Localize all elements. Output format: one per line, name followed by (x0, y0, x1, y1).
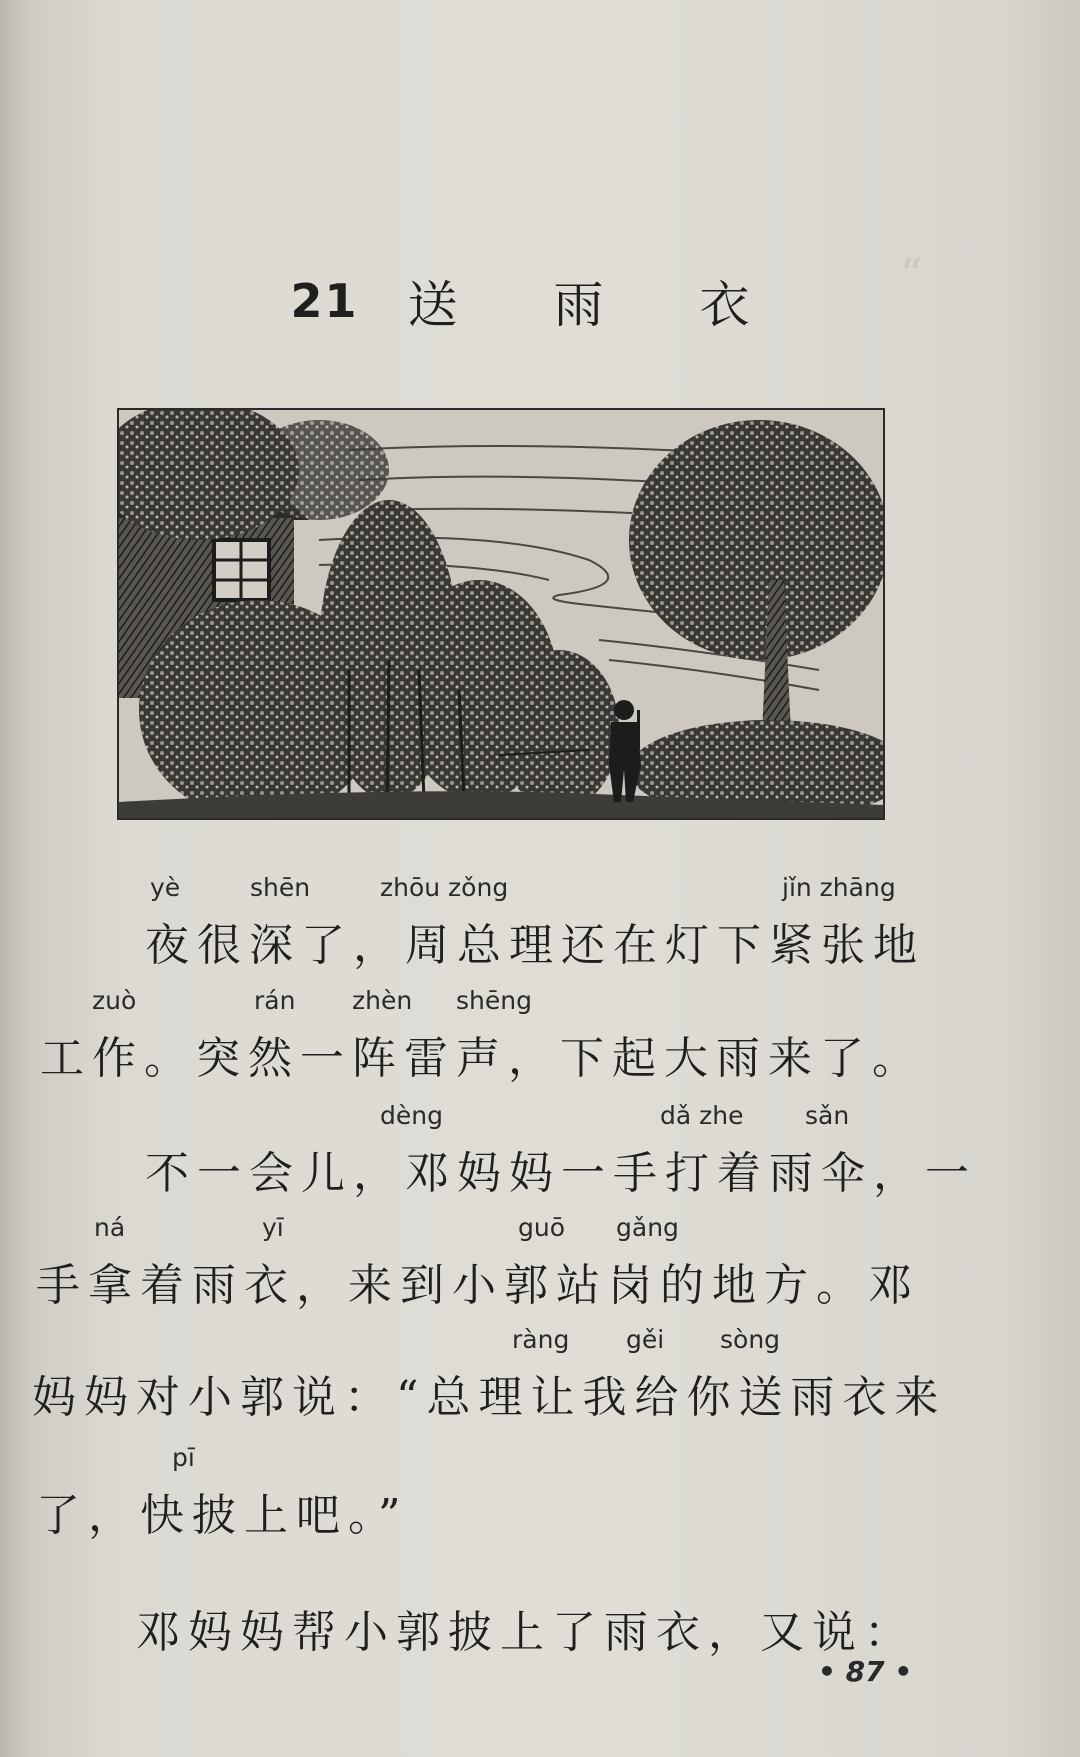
body-text: 手拿着雨衣，来到小郭站岗的地方。邓 (36, 1260, 920, 1311)
woodcut-illustration (117, 408, 885, 820)
pinyin-annotation: pī (172, 1443, 195, 1472)
body-text: 邓妈妈帮小郭披上了雨衣，又说： (136, 1607, 916, 1658)
text-line-2 (0, 986, 1080, 1096)
text-line-7 (0, 1560, 1080, 1670)
pinyin-annotation: ná (94, 1213, 126, 1242)
pinyin-annotation: zuò (92, 986, 137, 1015)
body-text: 妈妈对小郭说：“总理让我给你送雨衣来 (32, 1372, 947, 1423)
pinyin-annotation: zhōu zǒng (380, 873, 509, 902)
pinyin-annotation: dèng (380, 1101, 443, 1130)
pinyin-annotation: sǎn (805, 1101, 850, 1130)
pinyin-annotation: yè (150, 873, 181, 902)
bleed-through-text: “ (900, 250, 923, 301)
lesson-title: 送 雨 衣 (407, 276, 790, 334)
pinyin-annotation: shēng (456, 986, 532, 1015)
body-text: 工作。突然一阵雷声，下起大雨来了。 (40, 1033, 924, 1084)
pinyin-annotation: jǐn zhāng (782, 873, 896, 902)
lesson-heading (0, 265, 1080, 337)
pinyin-annotation: rán (254, 986, 296, 1015)
body-text: 了，快披上吧。” (36, 1490, 409, 1541)
pinyin-annotation: gěi (626, 1325, 665, 1354)
pinyin-annotation: yī (262, 1213, 284, 1242)
page-number: • 87 • (818, 1655, 913, 1688)
body-text: 夜很深了，周总理还在灯下紧张地 (145, 920, 925, 971)
lesson-number: 21 (290, 274, 359, 328)
pinyin-annotation: zhèn (352, 986, 413, 1015)
body-text: 不一会儿，邓妈妈一手打着雨伞，一 (145, 1148, 977, 1199)
text-line-1 (0, 873, 1080, 983)
pinyin-annotation: shēn (250, 873, 311, 902)
text-line-6 (0, 1443, 1080, 1553)
pinyin-annotation: gǎng (616, 1213, 679, 1242)
pinyin-annotation: ràng (512, 1325, 570, 1354)
text-line-4 (0, 1213, 1080, 1323)
pinyin-annotation: sòng (720, 1325, 781, 1354)
pinyin-annotation: guō (518, 1213, 566, 1242)
text-line-3 (0, 1101, 1080, 1211)
pinyin-annotation: dǎ zhe (660, 1101, 744, 1130)
text-line-5 (0, 1325, 1080, 1435)
